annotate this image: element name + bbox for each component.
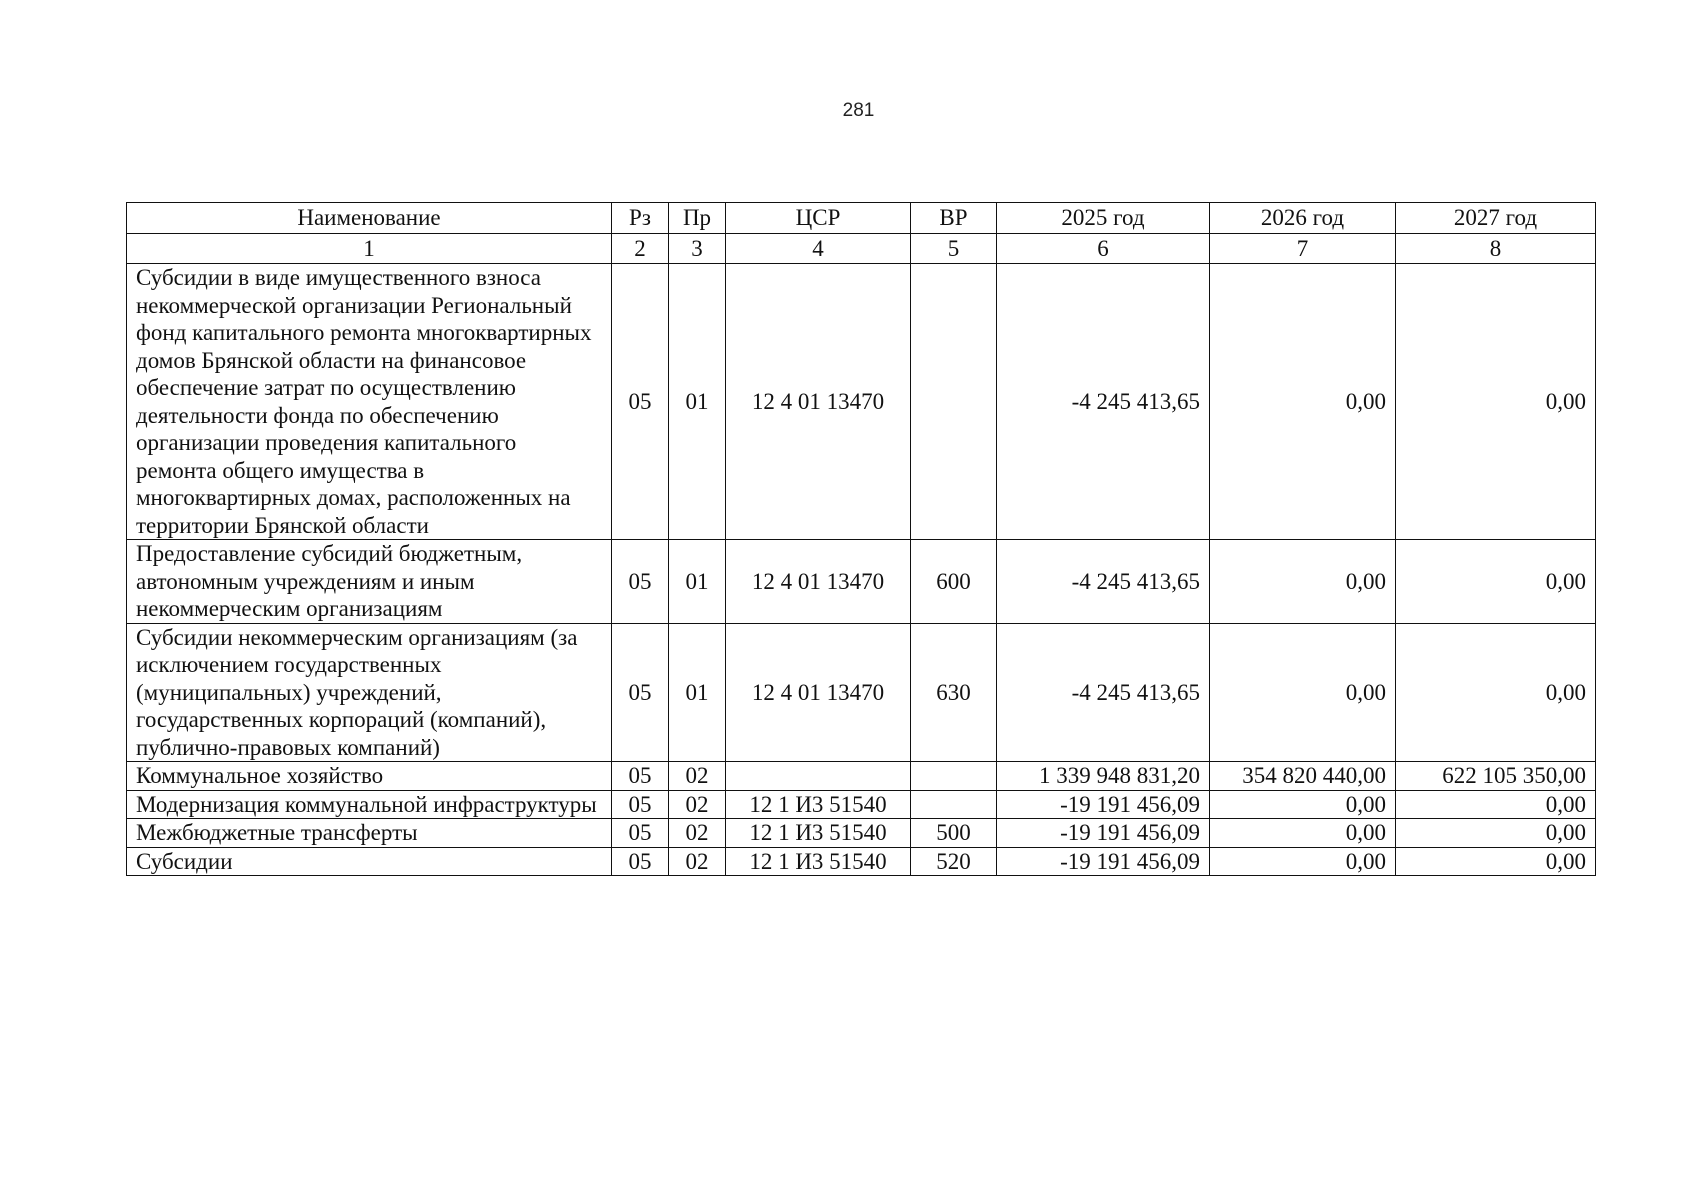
row-2026: 0,00 <box>1210 264 1396 540</box>
row-rz: 05 <box>612 264 669 540</box>
table-row <box>127 623 1596 762</box>
row-2025: -19 191 456,09 <box>997 847 1210 876</box>
column-number-row <box>127 234 1596 264</box>
row-2026: 354 820 440,00 <box>1210 762 1396 791</box>
row-vr: 630 <box>911 623 997 762</box>
row-csr: 12 4 01 13470 <box>726 264 911 540</box>
column-number: 5 <box>911 234 997 264</box>
row-csr: 12 1 И3 51540 <box>726 819 911 848</box>
column-number: 2 <box>612 234 669 264</box>
row-rz: 05 <box>612 540 669 624</box>
row-vr: 600 <box>911 540 997 624</box>
row-name: Межбюджетные трансферты <box>127 819 612 848</box>
row-csr: 12 1 И3 51540 <box>726 847 911 876</box>
column-number: 1 <box>127 234 612 264</box>
column-number: 3 <box>669 234 726 264</box>
header-vr: ВР <box>911 203 997 234</box>
row-2027: 0,00 <box>1396 264 1596 540</box>
row-2025: -19 191 456,09 <box>997 790 1210 819</box>
row-name: Коммунальное хозяйство <box>127 762 612 791</box>
row-name: Предоставление субсидий бюджетным, автономным учреждениям и иным некоммерческим организациям <box>127 540 612 624</box>
row-2027: 0,00 <box>1396 847 1596 876</box>
row-rz: 05 <box>612 847 669 876</box>
row-csr <box>726 762 911 791</box>
header-row <box>127 203 1596 234</box>
row-vr <box>911 790 997 819</box>
row-rz: 05 <box>612 623 669 762</box>
row-2026: 0,00 <box>1210 623 1396 762</box>
row-2026: 0,00 <box>1210 819 1396 848</box>
table-row <box>127 819 1596 848</box>
row-pr: 02 <box>669 819 726 848</box>
row-name: Субсидии некоммерческим организациям (за исключением государственных (муниципальных) учреждений, государственных корпораций (компаний), публично-правовых компаний) <box>127 623 612 762</box>
row-name: Субсидии в виде имущественного взноса некоммерческой организации Региональный фонд капитального ремонта многоквартирных домов Брянской области на финансовое обеспечение затрат по осуществлению деятельности фонда по обеспечению организации проведения капитального ремонта общего имущества в многоквартирных домах, расположенных на территории Брянской области <box>127 264 612 540</box>
row-2025: 1 339 948 831,20 <box>997 762 1210 791</box>
row-2026: 0,00 <box>1210 847 1396 876</box>
page-number: 281 <box>842 100 875 121</box>
header-name: Наименование <box>127 203 612 234</box>
row-2027: 0,00 <box>1396 623 1596 762</box>
row-rz: 05 <box>612 819 669 848</box>
row-rz: 05 <box>612 762 669 791</box>
row-csr: 12 4 01 13470 <box>726 540 911 624</box>
row-2025: -19 191 456,09 <box>997 819 1210 848</box>
row-name: Субсидии <box>127 847 612 876</box>
row-pr: 02 <box>669 790 726 819</box>
header-rz: Рз <box>612 203 669 234</box>
budget-table <box>126 202 1596 876</box>
row-2026: 0,00 <box>1210 540 1396 624</box>
row-2027: 0,00 <box>1396 819 1596 848</box>
row-2025: -4 245 413,65 <box>997 540 1210 624</box>
row-2027: 622 105 350,00 <box>1396 762 1596 791</box>
column-number: 4 <box>726 234 911 264</box>
header-2025: 2025 год <box>997 203 1210 234</box>
header-pr: Пр <box>669 203 726 234</box>
column-number: 6 <box>997 234 1210 264</box>
row-pr: 02 <box>669 847 726 876</box>
row-csr: 12 4 01 13470 <box>726 623 911 762</box>
table-row <box>127 264 1596 540</box>
table-row <box>127 540 1596 624</box>
row-2025: -4 245 413,65 <box>997 623 1210 762</box>
column-number: 7 <box>1210 234 1396 264</box>
row-vr <box>911 264 997 540</box>
header-2026: 2026 год <box>1210 203 1396 234</box>
table-row <box>127 790 1596 819</box>
row-pr: 01 <box>669 264 726 540</box>
row-vr: 520 <box>911 847 997 876</box>
row-2026: 0,00 <box>1210 790 1396 819</box>
column-number: 8 <box>1396 234 1596 264</box>
row-pr: 02 <box>669 762 726 791</box>
table-row <box>127 847 1596 876</box>
header-csr: ЦСР <box>726 203 911 234</box>
row-rz: 05 <box>612 790 669 819</box>
table-row <box>127 762 1596 791</box>
row-vr <box>911 762 997 791</box>
row-2025: -4 245 413,65 <box>997 264 1210 540</box>
row-2027: 0,00 <box>1396 790 1596 819</box>
row-csr: 12 1 И3 51540 <box>726 790 911 819</box>
header-2027: 2027 год <box>1396 203 1596 234</box>
row-pr: 01 <box>669 623 726 762</box>
row-2027: 0,00 <box>1396 540 1596 624</box>
row-pr: 01 <box>669 540 726 624</box>
row-vr: 500 <box>911 819 997 848</box>
row-name: Модернизация коммунальной инфраструктуры <box>127 790 612 819</box>
